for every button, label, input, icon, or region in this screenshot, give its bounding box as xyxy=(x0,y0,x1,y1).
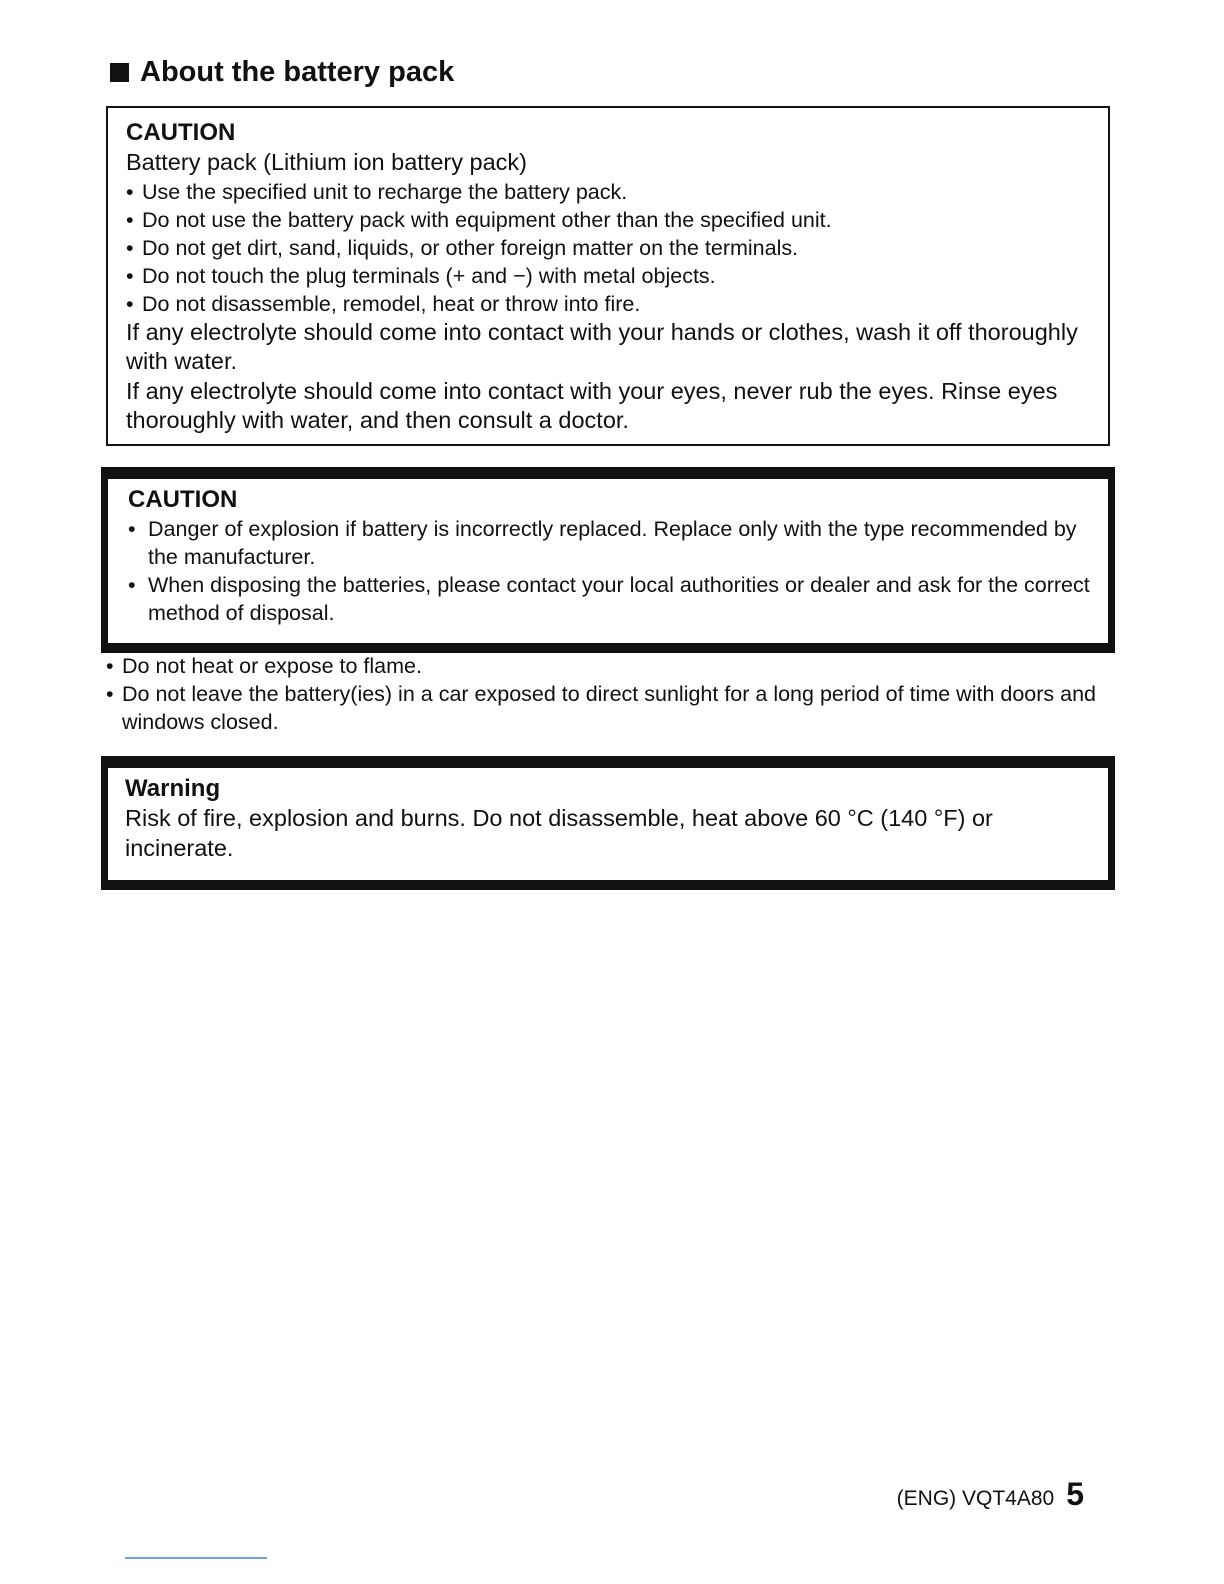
warning-title: Warning xyxy=(125,775,221,802)
caution-box-explosion xyxy=(101,467,1115,653)
section-title: About the battery pack xyxy=(140,56,455,88)
caution-title: CAUTION xyxy=(126,119,236,146)
section-heading xyxy=(110,56,454,89)
caution-bullet-list xyxy=(126,178,1090,318)
caution-title: CAUTION xyxy=(128,486,238,513)
page-number: 5 xyxy=(1066,1476,1084,1512)
document-code: (ENG) VQT4A80 xyxy=(896,1487,1055,1510)
footer-rule xyxy=(125,1557,267,1559)
square-bullet-icon xyxy=(110,63,129,82)
list-item: • Do not touch the plug terminals (+ and −) with metal objects. xyxy=(126,262,1090,290)
general-bullet-list xyxy=(106,652,1106,736)
list-item: • Do not leave the battery(ies) in a car exposed to direct sunlight for a long period of time with doors and windows closed. xyxy=(106,680,1106,736)
list-item: • Do not get dirt, sand, liquids, or other foreign matter on the terminals. xyxy=(126,234,1090,262)
list-item: • When disposing the batteries, please contact your local authorities or dealer and ask for the correct method of disposal. xyxy=(128,571,1090,627)
list-item: • Danger of explosion if battery is incorrectly replaced. Replace only with the type recommended by the manufacturer. xyxy=(128,515,1090,571)
page-footer xyxy=(897,1476,1084,1513)
caution-subtitle: Battery pack (Lithium ion battery pack) xyxy=(126,149,527,175)
list-item: • Do not disassemble, remodel, heat or throw into fire. xyxy=(126,290,1090,318)
list-item: • Do not use the battery pack with equipment other than the specified unit. xyxy=(126,206,1090,234)
electrolyte-hands-paragraph: If any electrolyte should come into contact with your hands or clothes, wash it off thoroughly with water. xyxy=(126,318,1078,374)
electrolyte-eyes-paragraph: If any electrolyte should come into contact with your eyes, never rub the eyes. Rinse eyes thoroughly with water, and then consult a doctor. xyxy=(126,377,1058,433)
list-item: • Use the specified unit to recharge the battery pack. xyxy=(126,178,1090,206)
warning-box xyxy=(101,756,1115,890)
warning-text: Risk of fire, explosion and burns. Do not disassemble, heat above 60 °C (140 °F) or incinerate. xyxy=(125,805,993,861)
caution-box-battery-pack xyxy=(106,106,1110,446)
caution-bullet-list xyxy=(128,515,1090,627)
list-item: • Do not heat or expose to flame. xyxy=(106,652,1106,680)
